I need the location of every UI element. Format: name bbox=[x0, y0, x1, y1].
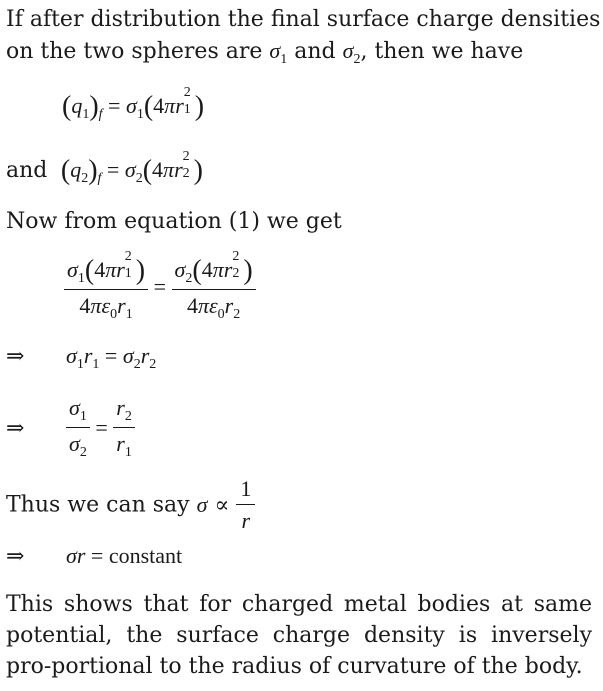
eq2-pi: π bbox=[163, 157, 175, 182]
equation-potential-equality bbox=[64, 249, 256, 323]
one-over-r-fraction: $\frac{1}{r}$ bbox=[236, 476, 255, 534]
eq3-right-numerator: $\sigma_2(4\pi r$ 2 2 ) bbox=[172, 255, 256, 290]
conclusion-paragraph: This shows that for charged metal bodies at same potential, the surface charge density is inversely pro-portional to the radius of curvature of the body. bbox=[6, 592, 592, 679]
eq3-left-fraction bbox=[64, 249, 148, 323]
implies-arrow-icon: ⇒ bbox=[6, 343, 25, 368]
eq2-equals: = bbox=[106, 157, 120, 182]
eq2-f-subscript: f bbox=[97, 171, 102, 186]
sigma-1-symbol: σ bbox=[269, 38, 281, 63]
intro-line-2-start: on the two spheres are bbox=[6, 39, 270, 64]
intro-paragraph bbox=[6, 4, 601, 75]
eq2-r-subscript: 2 bbox=[182, 166, 190, 181]
proportional-icon: ∝ bbox=[214, 492, 230, 517]
thus-text: Thus we can say bbox=[6, 492, 197, 518]
eq4-equals: = bbox=[104, 343, 118, 368]
eq3-right-fraction bbox=[172, 249, 256, 323]
eq2-r-superscript: 2 bbox=[182, 149, 190, 164]
equation-q1-final: $(q_1)_f = \sigma_1(4\pi r$ 2 1 ) bbox=[62, 85, 205, 122]
sigma-2-symbol: σ bbox=[342, 38, 354, 63]
eq1-pi: π bbox=[164, 93, 176, 118]
equation-sigma-ratio bbox=[6, 395, 135, 461]
eq2-four: 4 bbox=[152, 157, 164, 182]
eq2-and-prefix: and bbox=[6, 158, 48, 183]
now-from-equation-text: Now from equation (1) we get bbox=[6, 209, 342, 234]
equation-sigma-r-constant: ⇒ σr = constant bbox=[6, 543, 183, 568]
eq1-four: 4 bbox=[153, 93, 165, 118]
eq1-r-superscript: 2 bbox=[183, 85, 191, 100]
eq1-equals: = bbox=[108, 93, 121, 118]
eq1-r-subscript: 1 bbox=[183, 102, 191, 117]
eq5-sigma-fraction: $\frac{\sigma_1}{\sigma_2}$ bbox=[66, 395, 90, 461]
intro-line-1: If after distribution the final surface charge densities bbox=[6, 7, 601, 32]
eq3-left-numerator: $\sigma_1(4\pi r$ 2 1 ) bbox=[64, 255, 148, 290]
eq3-equals: = bbox=[153, 274, 167, 300]
eq2-sigma-subscript: 2 bbox=[135, 171, 143, 186]
eq1-sigma: σ bbox=[125, 93, 137, 118]
eq1-f-subscript: f bbox=[98, 107, 103, 122]
and-word: and bbox=[287, 39, 343, 64]
eq2-r: r bbox=[174, 157, 183, 182]
eq2-sigma: σ bbox=[124, 157, 136, 182]
eq2-q-subscript: 2 bbox=[81, 171, 89, 186]
thus-proportional-line bbox=[6, 476, 255, 534]
eq1-q: q bbox=[71, 93, 83, 118]
eq6-rhs: = constant bbox=[90, 543, 183, 568]
intro-line-2-end: , then we have bbox=[360, 39, 524, 64]
thus-sigma: σ bbox=[196, 492, 208, 517]
eq1-q-subscript: 1 bbox=[82, 107, 90, 122]
implies-arrow-icon: ⇒ bbox=[6, 415, 25, 440]
sigma-2-subscript: 2 bbox=[353, 52, 361, 67]
eq1-r: r bbox=[175, 93, 184, 118]
implies-arrow-icon: ⇒ bbox=[6, 543, 25, 568]
eq5-equals: = bbox=[95, 415, 108, 440]
eq1-sigma-subscript: 1 bbox=[136, 107, 144, 122]
intro-line-2 bbox=[6, 35, 592, 75]
equation-q2-final: and $(q_2)_f = \sigma_2(4\pi r$ 2 2 ) bbox=[6, 149, 203, 186]
eq5-r-fraction: $\frac{r_2}{r_1}$ bbox=[113, 395, 135, 461]
eq2-q: q bbox=[70, 157, 82, 182]
equation-sigma-r-equal: ⇒ $\sigma_1r_1 = \sigma_2r_2$ bbox=[6, 343, 157, 372]
eq3-left-denominator: $4\pi\varepsilon_0r_1$ bbox=[79, 293, 133, 322]
eq3-right-denominator: $4\pi\varepsilon_0r_2$ bbox=[186, 293, 241, 322]
sigma-1-subscript: 1 bbox=[280, 52, 288, 67]
